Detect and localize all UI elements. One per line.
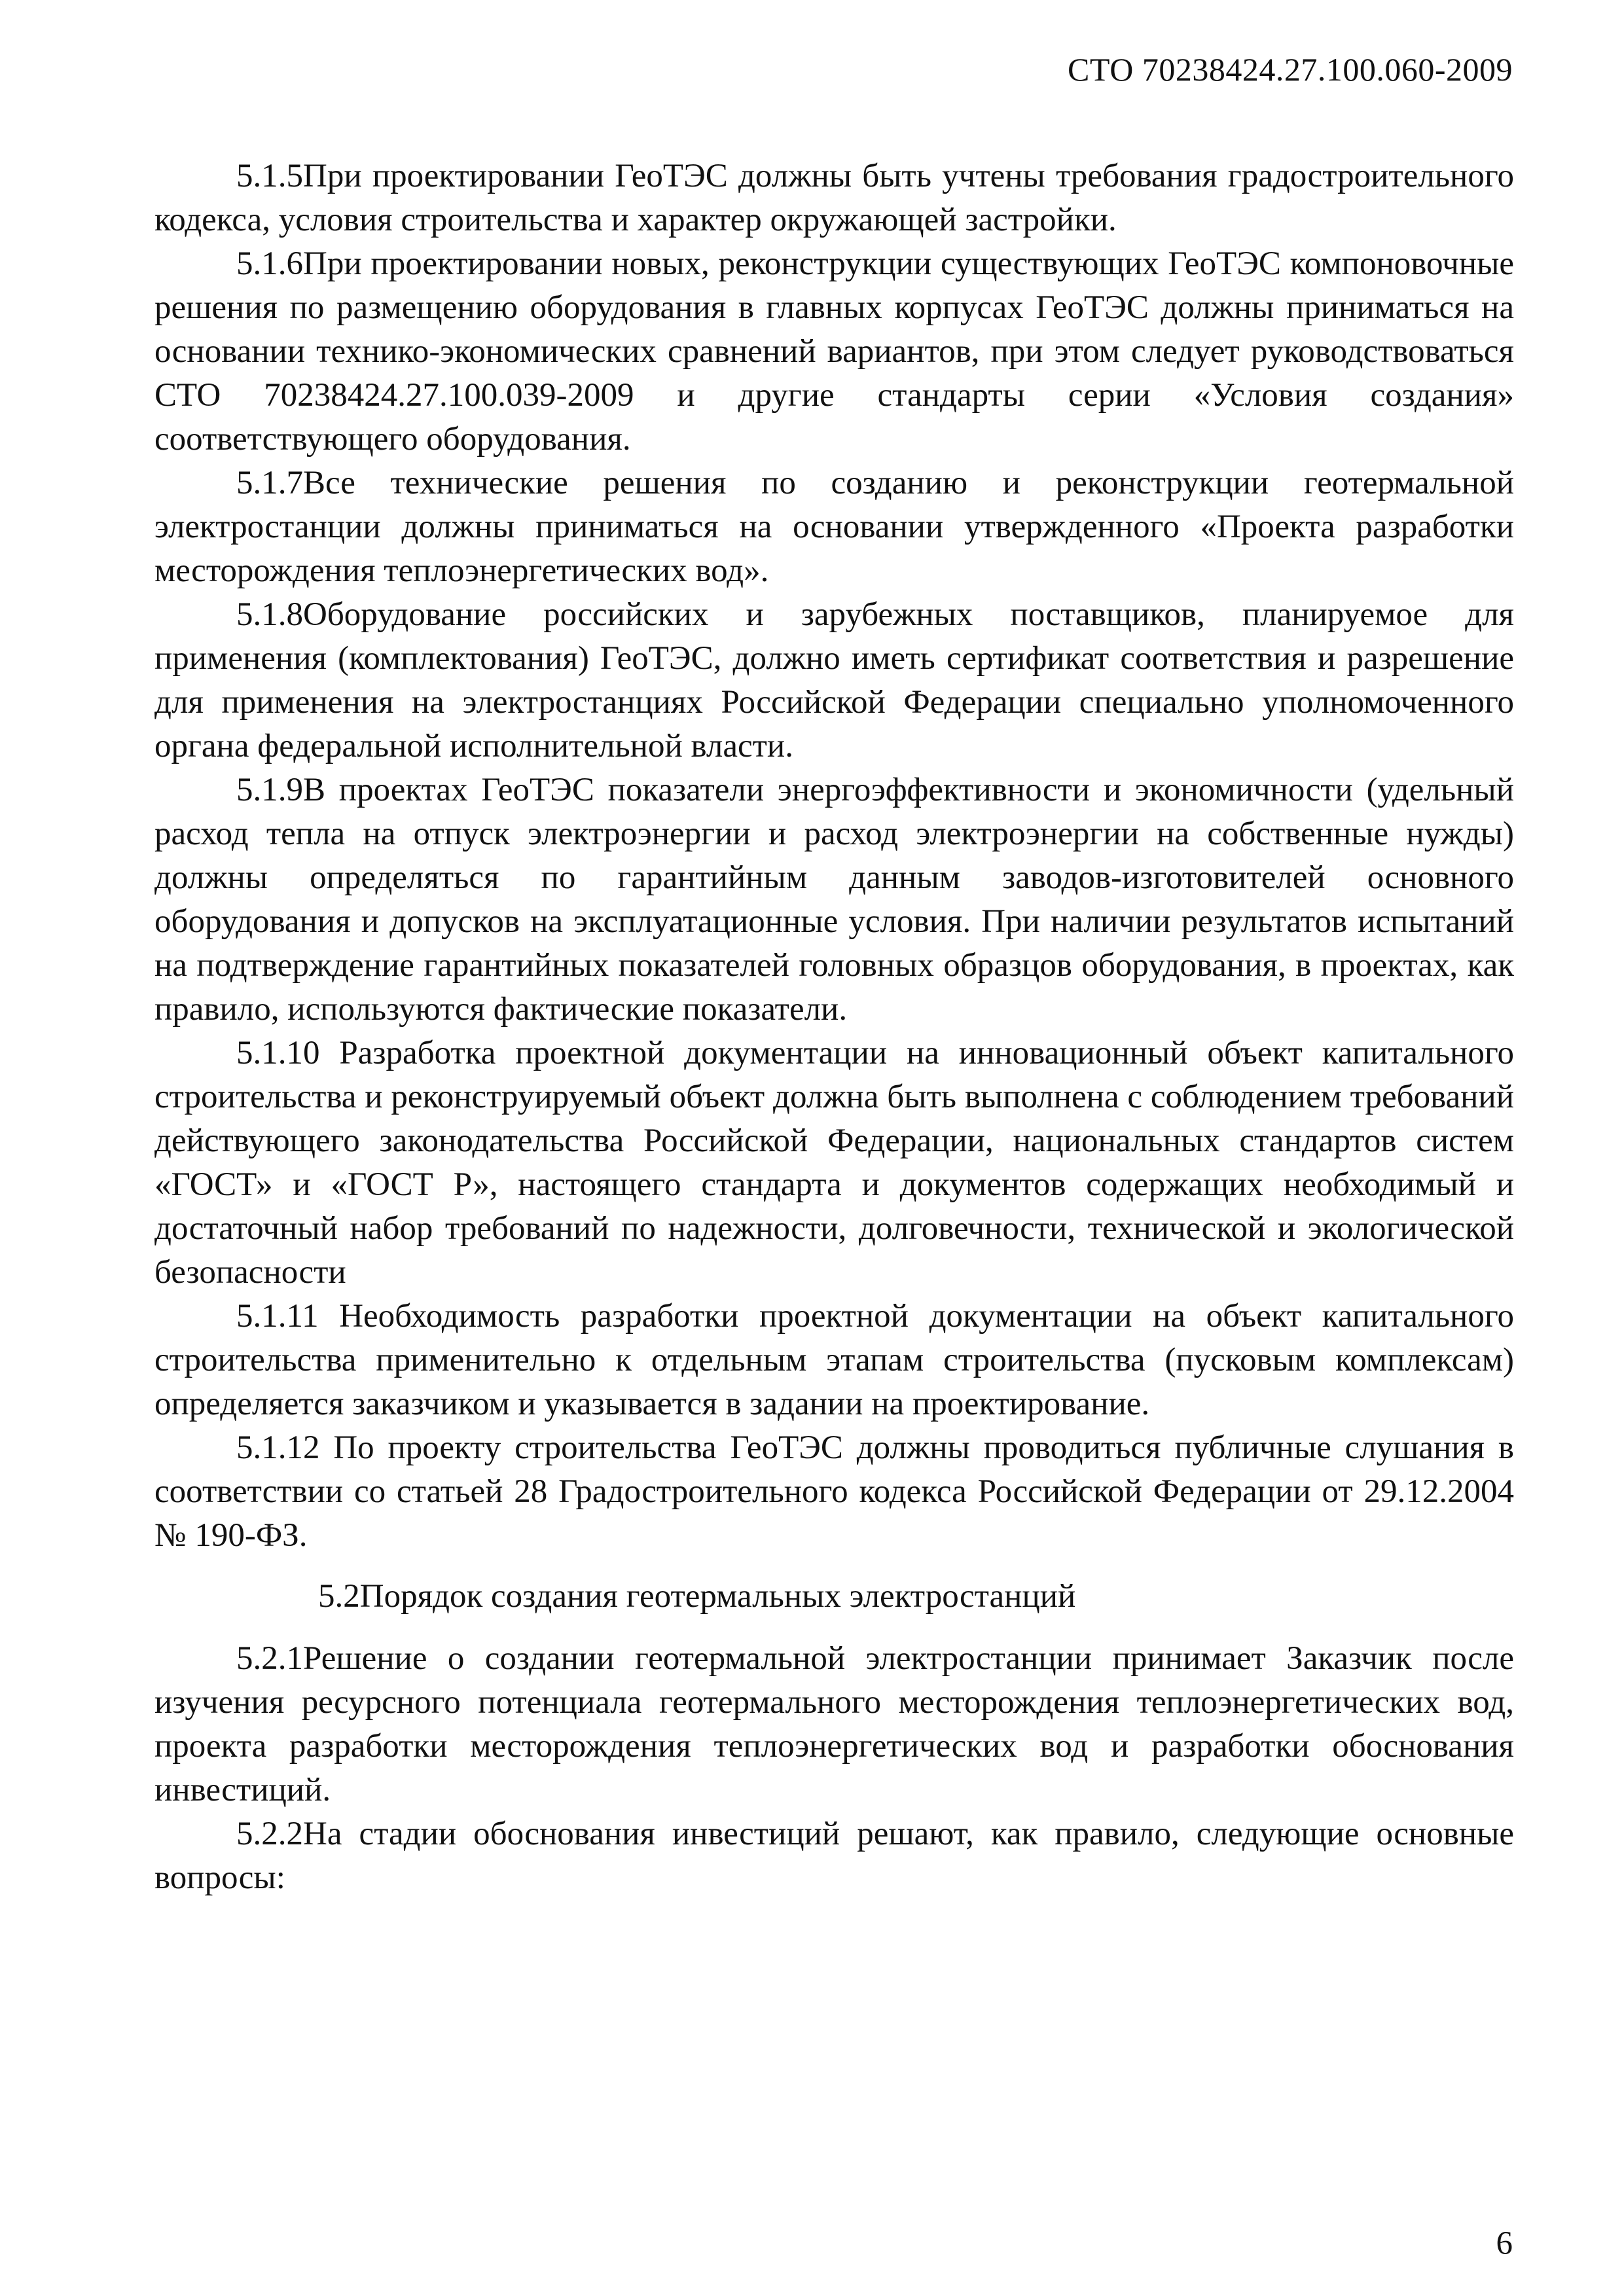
paragraph-5-1-11: 5.1.11 Необходимость разработки проектной документации на объект капитального строительства применительно к отдельным этапам строительства (пусковым комплексам) определяется заказчиком и указывается в задании на проектирование. <box>154 1298 1514 1422</box>
document-body <box>154 154 1514 1900</box>
section-number: 5.2 <box>318 1578 360 1615</box>
paragraph-5-1-10: 5.1.10 Разработка проектной документации на инновационный объект капитального строительства и реконструируемый объект должна быть выполнена с соблюдением требований действующего законодательства Российской Федерации, национальных стандартов систем «ГОСТ» и «ГОСТ Р», настоящего стандарта и документов содержащих необходимый и достаточный набор требований по надежности, долговечности, технической и экологической безопасности <box>154 1035 1514 1291</box>
paragraph-5-1-12: 5.1.12 По проекту строительства ГеоТЭС должны проводиться публичные слушания в соответствии со статьей 28 Градостроительного кодекса Российской Федерации от 29.12.2004 № 190-ФЗ. <box>154 1429 1514 1554</box>
paragraph-5-2-1: 5.2.1Решение о создании геотермальной электростанции принимает Заказчик после изучения ресурсного потенциала геотермального месторождения теплоэнергетических вод, проекта разработки месторождения теплоэнергетических вод и разработки обоснования инвестиций. <box>154 1640 1514 1808</box>
paragraph-5-1-9: 5.1.9В проектах ГеоТЭС показатели энергоэффективности и экономичности (удельный расход тепла на отпуск электроэнергии и расход электроэнергии на собственные нужды) должны определяться по гарантийным данным заводов-изготовителей основного оборудования и допусков на эксплуатационные условия. При наличии результатов испытаний на подтверждение гарантийных показателей головных образцов оборудования, в проектах, как правило, используются фактические показатели. <box>154 772 1514 1028</box>
section-heading <box>154 1575 1514 1619</box>
paragraph-5-1-6: 5.1.6При проектировании новых, реконструкции существующих ГеоТЭС компоновочные решения по размещению оборудования в главных корпусах ГеоТЭС должны приниматься на основании технико-экономических сравнений вариантов, при этом следует руководствоваться СТО 70238424.27.100.039-2009 и другие стандарты серии «Условия создания» соответствующего оборудования. <box>154 245 1514 457</box>
page-number: 6 <box>1496 2225 1513 2262</box>
paragraph-5-1-7: 5.1.7Все технические решения по созданию и реконструкции геотермальной электростанции должны приниматься на основании утвержденного «Проекта разработки месторождения теплоэнергетических вод». <box>154 465 1514 589</box>
paragraph-5-1-8: 5.1.8Оборудование российских и зарубежных поставщиков, планируемое для применения (комплектования) ГеоТЭС, должно иметь сертификат соответствия и разрешение для применения на электростанциях Российской Федерации специально уполномоченного органа федеральной исполнительной власти. <box>154 596 1514 764</box>
document-code: СТО 70238424.27.100.060-2009 <box>1068 51 1513 88</box>
paragraph-5-1-5: 5.1.5При проектировании ГеоТЭС должны быть учтены требования градостроительного кодекса, условия строительства и характер окружающей застройки. <box>154 158 1514 238</box>
paragraph-5-2-2: 5.2.2На стадии обоснования инвестиций решают, как правило, следующие основные вопросы: <box>154 1816 1514 1896</box>
section-title: Порядок создания геотермальных электростанций <box>359 1578 1076 1615</box>
